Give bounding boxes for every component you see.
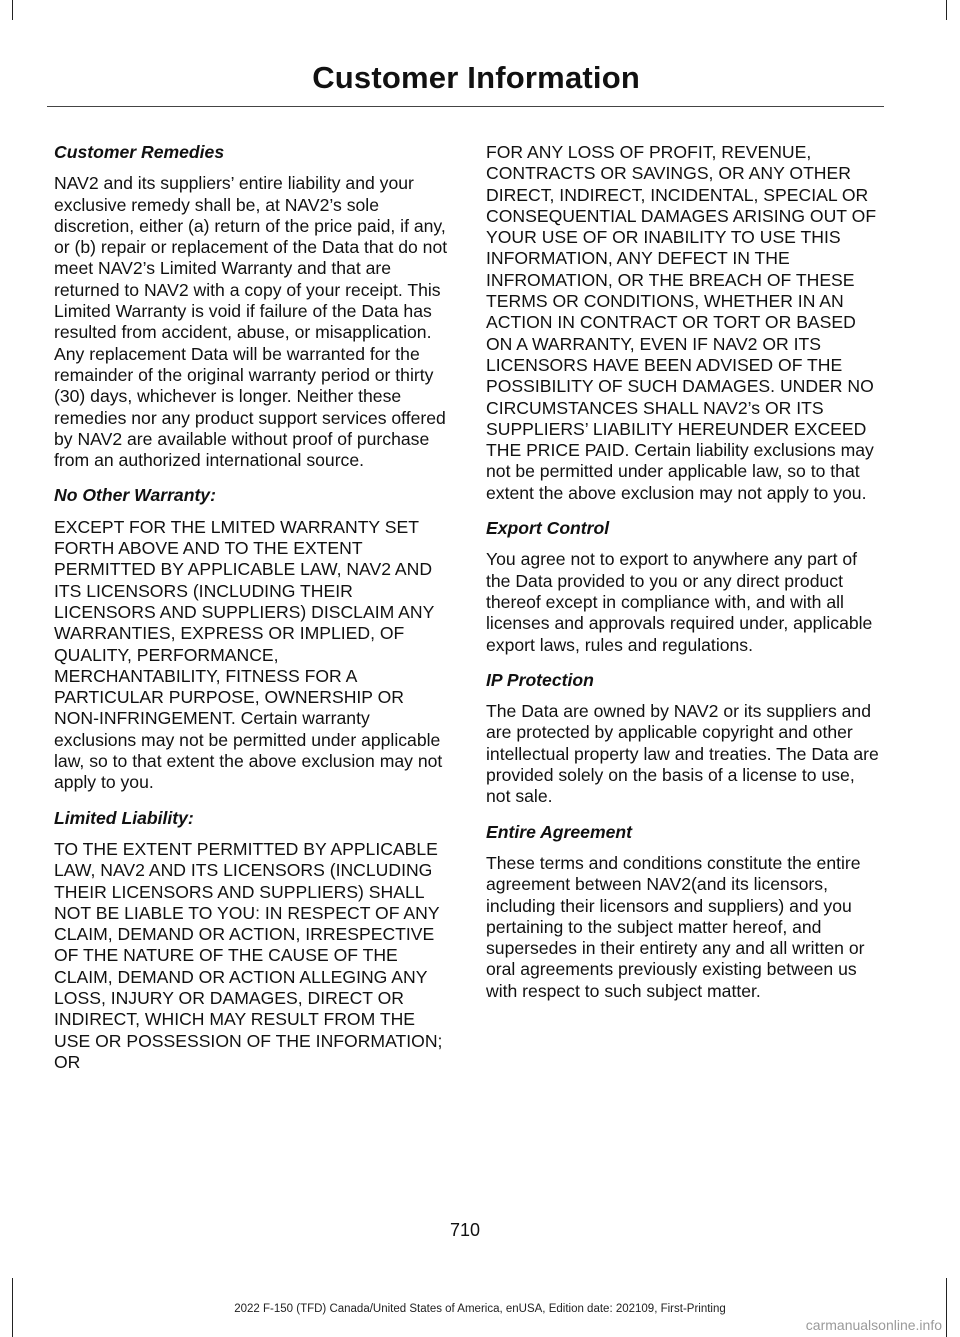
edition-footer: 2022 F-150 (TFD) Canada/United States of America, enUSA, Edition date: 202109, First-Printing [234,1303,726,1315]
paragraph-limited-liability-continued: FOR ANY LOSS OF PROFIT, REVENUE, CONTRACTS OR SAVINGS, OR ANY OTHER DIRECT, INDIRECT, INCIDENTAL, SPECIAL OR CONSEQUENTIAL DAMAGES ARISING OUT OF YOUR USE OF OR INABILITY TO USE THIS INFORMATION, ANY DEFECT IN THE INFROMATION, OR THE BREACH OF THESE TERMS OR CONDITIONS, WHETHER IN AN ACTION IN CONTRACT OR TORT OR BASED ON A WARRANTY, EVEN IF NAV2 OR ITS LICENSORS HAVE BEEN ADVISED OF THE POSSIBILITY OF SUCH DAMAGES. UNDER NO CIRCUMSTANCES SHALL NAV2’s OR ITS SUPPLIERS’ LIABILITY HEREUNDER EXCEED THE PRICE PAID. Certain liability exclusions may not be permitted under applicable law, so to that extent the above exclusion may not apply to you. [486,142,877,503]
section-heading-entire-agreement: Entire Agreement [486,821,632,842]
crop-mark-top-left [12,0,13,20]
page-title: Customer Information [312,60,640,95]
section-heading-ip-protection: IP Protection [486,669,594,690]
section-heading-customer-remedies: Customer Remedies [54,142,225,162]
section-heading-no-other-warranty: No Other Warranty: [54,485,216,506]
watermark: carmanualsonline.info [805,1317,942,1333]
right-column [486,142,881,1016]
section-heading-limited-liability: Limited Liability: [54,807,194,828]
paragraph-no-other-warranty: EXCEPT FOR THE LMITED WARRANTY SET FORTH ABOVE AND TO THE EXTENT PERMITTED BY APPLICABLE LAW, NAV2 AND ITS LICENSORS (INCLUDING THEIR LICENSORS AND SUPPLIERS) DISCLAIM ANY WARRANTIES, EXPRESS OR IMPLIED, OF QUALITY, PERFORMANCE, MERCHANTABILITY, FITNESS FOR A PARTICULAR PURPOSE, OWNERSHIP OR NON-INFRINGEMENT. Certain warranty exclusions may not be permitted under applicable law, so to that extent the above exclusion may not apply to you. [54,516,443,793]
paragraph-customer-remedies: NAV2 and its suppliers’ entire liability and your exclusive remedy shall be, at NAV2’s sole discretion, either (a) return of the price paid, if any, or (b) repair or replacement of the Data that do not meet NAV2’s Limited Warranty and that are returned to NAV2 with a copy of your receipt. This Limited Warranty is void if failure of the Data has resulted from accident, abuse, or misapplication. Any replacement Data will be warranted for the remainder of the original warranty period or thirty (30) days, whichever is longer. Neither these remedies nor any product support services offered by NAV2 are available without proof of purchase from an authorized international source. [54,173,448,471]
paragraph-entire-agreement: These terms and conditions constitute the entire agreement between NAV2(and its licensors, including their licensors and suppliers) and you pertaining to the subject matter hereof, and supersedes in their entirety any and all written or oral agreements previously existing between us with respect to such subject matter. [486,852,865,1001]
paragraph-export-control: You agree not to export to anywhere any part of the Data provided to you or any direct product thereof except in compliance with, and with all licenses and approvals required under, applicable export laws, rules and regulations. [486,549,873,655]
page-number: 710 [449,1220,481,1240]
section-heading-export-control: Export Control [486,518,610,539]
header-divider [47,106,884,107]
left-column [54,142,449,1087]
paragraph-ip-protection: The Data are owned by NAV2 or its suppliers and are protected by applicable copyright and other intellectual property law and treaties. The Data are provided solely on the basis of a license to use, not sale. [486,701,879,807]
crop-mark-top-right [946,0,947,20]
paragraph-limited-liability: TO THE EXTENT PERMITTED BY APPLICABLE LAW, NAV2 AND ITS LICENSORS (INCLUDING THEIR LICENSORS AND SUPPLIERS) SHALL NOT BE LIABLE TO YOU: IN RESPECT OF ANY CLAIM, DEMAND OR ACTION, IRRESPECTIVE OF THE NATURE OF THE CAUSE OF THE CLAIM, DEMAND OR ACTION ALLEGING ANY LOSS, INJURY OR DAMAGES, DIRECT OR INDIRECT, WHICH MAY RESULT FROM THE USE OR POSSESSION OF THE INFORMATION; OR [54,838,443,1072]
